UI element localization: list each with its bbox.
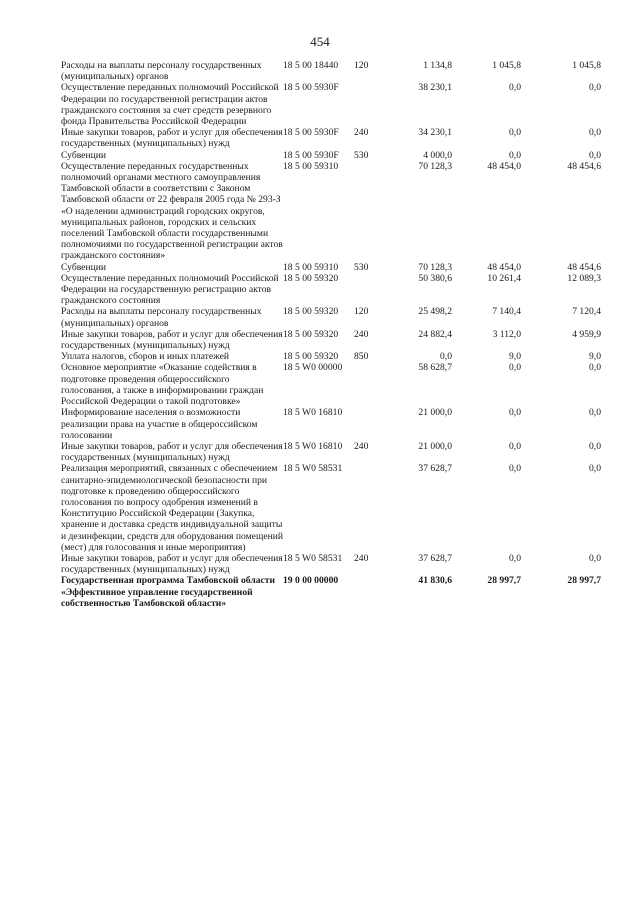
amount-year-3: 0,0 bbox=[589, 440, 601, 452]
expense-type-code bbox=[354, 82, 389, 127]
amount-year-3: 0,0 bbox=[589, 149, 601, 161]
amount-year-3: 9,0 bbox=[589, 351, 601, 363]
target-article-code: 18 5 00 5930F bbox=[283, 82, 339, 94]
expense-name: Информирование населения о возможности реализации права на участие в общероссийском голосовании bbox=[61, 407, 258, 441]
expense-name: Иные закупки товаров, работ и услуг для обеспечения государственных (муниципальных) нужд bbox=[61, 328, 283, 352]
target-article-code: 18 5 00 59320 bbox=[283, 306, 339, 318]
expense-type-code: 240 bbox=[354, 127, 369, 139]
expense-type-code bbox=[354, 362, 389, 407]
table-row bbox=[61, 463, 601, 553]
target-article-code: 18 5 00 59320 bbox=[283, 272, 339, 284]
table-row bbox=[61, 441, 601, 463]
amount-year-1: 0,0 bbox=[440, 351, 452, 363]
budget-table bbox=[61, 60, 601, 609]
amount-year-1: 37 628,7 bbox=[418, 552, 452, 564]
amount-year-3: 1 045,8 bbox=[572, 60, 601, 71]
amount-year-2: 0,0 bbox=[509, 82, 521, 94]
table-row bbox=[61, 553, 601, 575]
amount-year-3: 48 454,6 bbox=[567, 261, 601, 273]
amount-year-3: 4 959,9 bbox=[572, 328, 601, 340]
target-article-code: 18 5 W0 16810 bbox=[283, 440, 343, 452]
amount-year-3: 0,0 bbox=[589, 463, 601, 475]
amount-year-1: 4 000,0 bbox=[423, 149, 452, 161]
table-row bbox=[61, 306, 601, 328]
expense-type-code: 240 bbox=[354, 552, 369, 564]
expense-type-code: 530 bbox=[354, 149, 369, 161]
amount-year-1: 50 380,6 bbox=[418, 272, 452, 284]
target-article-code: 18 5 W0 00000 bbox=[283, 362, 343, 374]
expense-type-code: 240 bbox=[354, 328, 369, 340]
expense-type-code bbox=[354, 407, 389, 441]
amount-year-1: 34 230,1 bbox=[418, 127, 452, 139]
target-article-code: 18 5 00 18440 bbox=[283, 60, 339, 71]
amount-year-2: 0,0 bbox=[509, 127, 521, 139]
target-article-code: 18 5 00 5930F bbox=[283, 149, 339, 161]
expense-type-code: 530 bbox=[354, 261, 369, 273]
table-row bbox=[61, 60, 601, 82]
amount-year-3: 48 454,6 bbox=[567, 160, 601, 172]
table-row bbox=[61, 351, 601, 362]
amount-year-2: 7 140,4 bbox=[492, 306, 521, 318]
amount-year-2: 0,0 bbox=[509, 149, 521, 161]
amount-year-2: 0,0 bbox=[509, 552, 521, 564]
amount-year-1: 58 628,7 bbox=[418, 362, 452, 374]
target-article-code: 18 5 00 59320 bbox=[283, 351, 339, 363]
table-row bbox=[61, 82, 601, 127]
expense-name: Субвенции bbox=[61, 149, 106, 161]
target-article-code: 18 5 00 5930F bbox=[283, 127, 339, 139]
amount-year-1: 37 628,7 bbox=[418, 463, 452, 475]
target-article-code: 18 5 00 59320 bbox=[283, 328, 339, 340]
amount-year-2: 0,0 bbox=[509, 440, 521, 452]
expense-name: Иные закупки товаров, работ и услуг для обеспечения государственных (муниципальных) нужд bbox=[61, 440, 283, 464]
expense-name: Основное мероприятие «Оказание содействия в подготовке проведения общероссийского голосования, а также в информировании граждан Российской Федерации о такой подготовке» bbox=[61, 362, 264, 408]
expense-type-code bbox=[354, 463, 389, 553]
target-article-code: 18 5 W0 58531 bbox=[283, 463, 343, 475]
table-row bbox=[61, 161, 601, 262]
amount-year-1: 70 128,3 bbox=[418, 160, 452, 172]
target-article-code: 19 0 00 00000 bbox=[283, 575, 339, 587]
expense-type-code: 120 bbox=[354, 60, 369, 71]
expense-name: Осуществление переданных полномочий Российской Федерации по государственной регистрации актов гражданского состояния за счет средств резервного фонда Правительства Российской Федерации bbox=[61, 82, 279, 128]
amount-year-1: 21 000,0 bbox=[418, 440, 452, 452]
expense-type-code bbox=[354, 575, 389, 609]
amount-year-1: 21 000,0 bbox=[418, 407, 452, 419]
table-row bbox=[61, 575, 601, 609]
expense-name: Осуществление переданных государственных полномочий органами местного самоуправления Тамбовской области в соответствии с Законом Тамбовской области от 22 февраля 2005 года № 293-З «О наделении администраций городских округов, муниципальных районов, городских и сельских поселений Тамбовской области государственными полномочиями по государственной регистрации актов гражданского состояния» bbox=[61, 160, 283, 262]
amount-year-3: 0,0 bbox=[589, 552, 601, 564]
budget-table-body bbox=[61, 60, 601, 609]
amount-year-3: 0,0 bbox=[589, 407, 601, 419]
expense-name: Расходы на выплаты персоналу государственных (муниципальных) органов bbox=[61, 60, 262, 83]
expense-name: Уплата налогов, сборов и иных платежей bbox=[61, 351, 230, 363]
amount-year-2: 48 454,0 bbox=[487, 160, 521, 172]
expense-type-code: 120 bbox=[354, 306, 369, 318]
expense-name: Иные закупки товаров, работ и услуг для обеспечения государственных (муниципальных) нужд bbox=[61, 127, 283, 150]
expense-name: Осуществление переданных полномочий Российской Федерации на государственную регистрацию актов гражданского состояния bbox=[61, 272, 279, 307]
amount-year-3: 12 089,3 bbox=[567, 272, 601, 284]
table-row bbox=[61, 362, 601, 407]
amount-year-1: 1 134,8 bbox=[423, 60, 452, 71]
expense-type-code bbox=[354, 273, 389, 307]
amount-year-3: 0,0 bbox=[589, 82, 601, 94]
table-row bbox=[61, 407, 601, 441]
amount-year-2: 0,0 bbox=[509, 407, 521, 419]
amount-year-2: 0,0 bbox=[509, 362, 521, 374]
expense-type-code bbox=[354, 161, 389, 262]
expense-name: Иные закупки товаров, работ и услуг для обеспечения государственных (муниципальных) нужд bbox=[61, 552, 283, 576]
amount-year-1: 41 830,6 bbox=[418, 575, 452, 587]
amount-year-2: 1 045,8 bbox=[492, 60, 521, 71]
table-row bbox=[61, 127, 601, 149]
expense-name: Расходы на выплаты персоналу государственных (муниципальных) органов bbox=[61, 306, 262, 329]
amount-year-1: 38 230,1 bbox=[418, 82, 452, 94]
amount-year-1: 24 882,4 bbox=[418, 328, 452, 340]
target-article-code: 18 5 W0 58531 bbox=[283, 552, 343, 564]
page-number: 454 bbox=[310, 34, 330, 49]
amount-year-3: 0,0 bbox=[589, 362, 601, 374]
expense-type-code: 240 bbox=[354, 440, 369, 452]
amount-year-1: 70 128,3 bbox=[418, 261, 452, 273]
table-row bbox=[61, 150, 601, 161]
expense-name: Субвенции bbox=[61, 261, 106, 273]
table-row bbox=[61, 329, 601, 351]
amount-year-2: 28 997,7 bbox=[487, 575, 521, 587]
amount-year-2: 48 454,0 bbox=[487, 261, 521, 273]
amount-year-2: 10 261,4 bbox=[487, 272, 521, 284]
amount-year-2: 3 112,0 bbox=[492, 328, 521, 340]
amount-year-3: 7 120,4 bbox=[572, 306, 601, 318]
target-article-code: 18 5 00 59310 bbox=[283, 261, 339, 273]
expense-type-code: 850 bbox=[354, 351, 369, 363]
expense-name: Реализация мероприятий, связанных с обеспечением санитарно-эпидемиологической безопасности при подготовке к проведению общероссийского голосования по вопросу одобрения изменений в Конституцию Российской Федерации (Закупка, хранение и доставка средств индивидуальной защиты и дезинфекции, средств для оборудования помещений (мест) для голосования и иные мероприятия) bbox=[61, 463, 283, 553]
expense-name: Государственная программа Тамбовской области «Эффективное управление государственной собственностью Тамбовской области» bbox=[61, 575, 275, 609]
amount-year-3: 28 997,7 bbox=[567, 575, 601, 587]
table-row bbox=[61, 273, 601, 307]
amount-year-2: 9,0 bbox=[509, 351, 521, 363]
amount-year-2: 0,0 bbox=[509, 463, 521, 475]
target-article-code: 18 5 00 59310 bbox=[283, 160, 339, 172]
target-article-code: 18 5 W0 16810 bbox=[283, 407, 343, 419]
amount-year-1: 25 498,2 bbox=[418, 306, 452, 318]
amount-year-3: 0,0 bbox=[589, 127, 601, 139]
table-row bbox=[61, 262, 601, 273]
